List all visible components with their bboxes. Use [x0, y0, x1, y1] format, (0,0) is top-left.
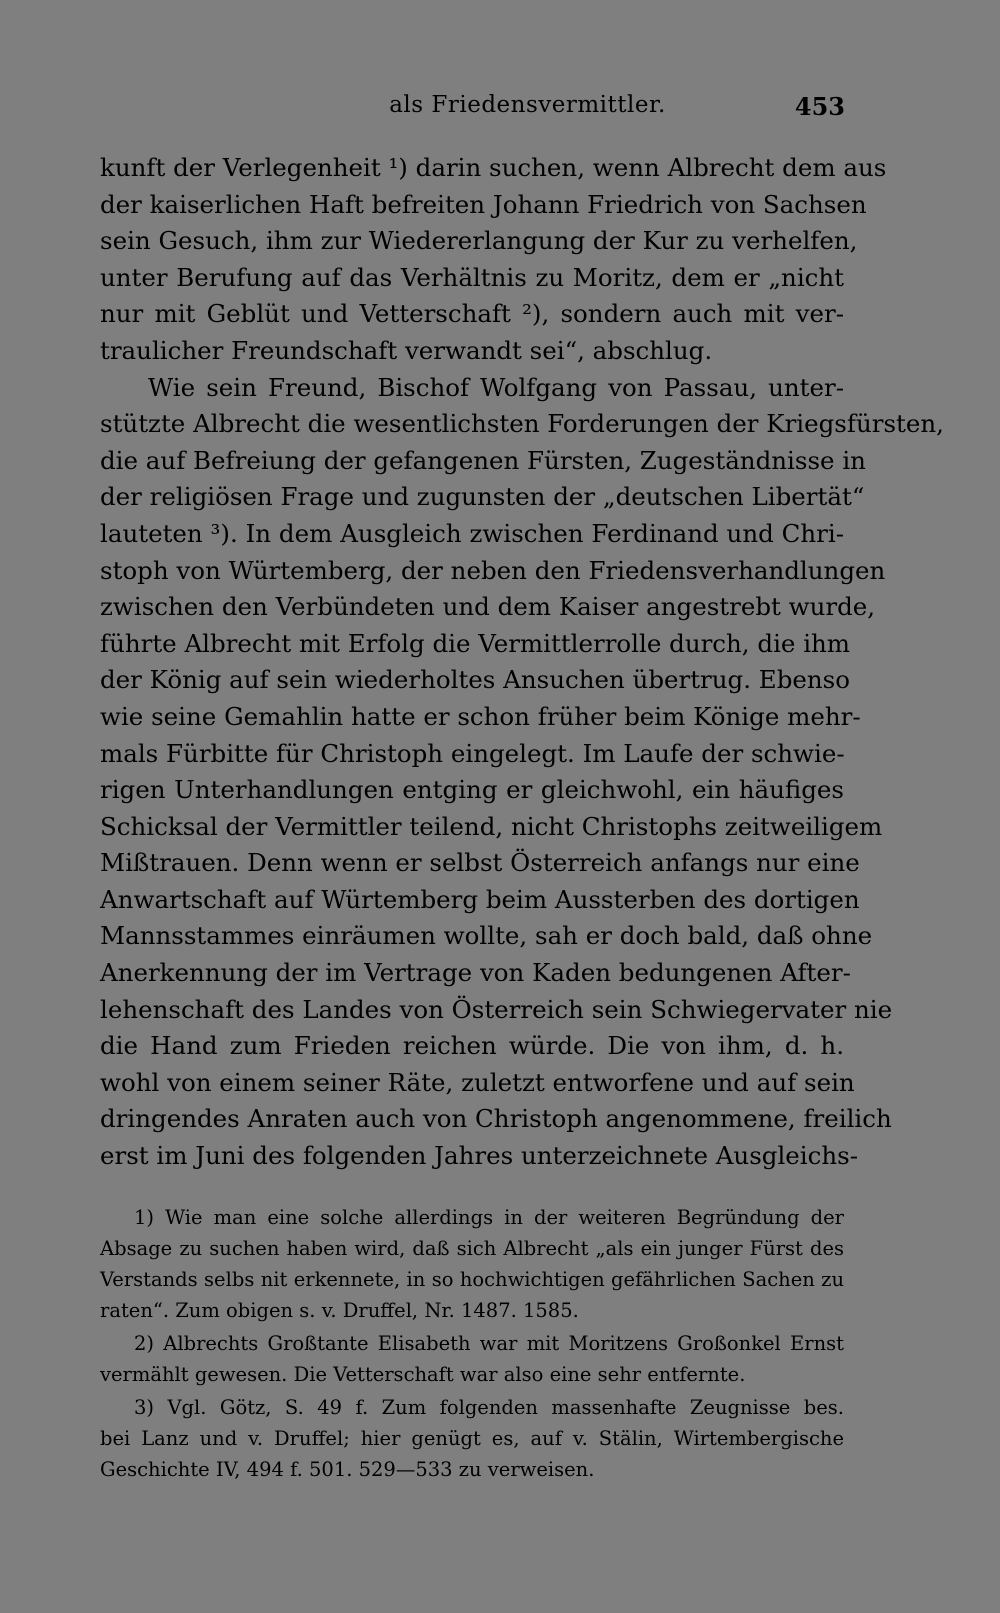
main-text	[100, 150, 944, 1175]
footnote-line: 1) Wie man eine solche allerdings in der weiteren Begründung der	[134, 1206, 844, 1229]
text-line: Anerkennung der im Vertrage von Kaden bedungenen After-	[100, 958, 851, 988]
text-line: Schicksal der Vermittler teilend, nicht Christophs zeitweiligem	[100, 811, 883, 841]
text-line: nur mit Geblüt und Vetterschaft ²), sondern auch mit ver-	[100, 299, 844, 329]
text-line: kunft der Verlegenheit ¹) darin suchen, wenn Albrecht dem aus	[100, 153, 887, 182]
footnote-line: Geschichte IV, 494 f. 501. 529—533 zu verweisen.	[100, 1458, 595, 1481]
text-line: der kaiserlichen Haft befreiten Johann Friedrich von Sachsen	[100, 189, 867, 219]
footnote-line: Verstands selbs nit erkennete, in so hochwichtigen gefährlichen Sachen zu	[100, 1268, 844, 1291]
text-line: lehenschaft des Landes von Österreich sein Schwiegervater nie	[100, 994, 893, 1024]
text-line: unter Berufung auf das Verhältnis zu Moritz, dem er „nicht	[100, 262, 844, 292]
text-line: traulicher Freundschaft verwandt sei“, abschlug.	[100, 335, 713, 365]
text-line: stützte Albrecht die wesentlichsten Forderungen der Kriegsfürsten,	[100, 409, 944, 439]
footnote-line: vermählt gewesen. Die Vetterschaft war also eine sehr entfernte.	[100, 1363, 746, 1386]
footnote-2	[100, 1328, 844, 1390]
text-line: führte Albrecht mit Erfolg die Vermittlerrolle durch, die ihm	[100, 628, 851, 658]
running-title: als Friedensvermittler.	[389, 92, 666, 118]
text-line: stoph von Würtemberg, der neben den Friedensverhandlungen	[100, 555, 886, 585]
text-line: der religiösen Frage und zugunsten der „deutschen Libertät“	[100, 482, 865, 512]
footnote-1	[100, 1202, 844, 1326]
footnote-3	[100, 1392, 844, 1485]
text-line: sein Gesuch, ihm zur Wiedererlangung der Kur zu verhelfen,	[100, 226, 858, 256]
text-line: lauteten ³). In dem Ausgleich zwischen Ferdinand und Chri-	[100, 518, 844, 548]
footnotes	[100, 1202, 844, 1487]
text-line: Mißtrauen. Denn wenn er selbst Österreich anfangs nur eine	[100, 848, 860, 878]
footnote-line: raten“. Zum obigen s. v. Druffel, Nr. 1487. 1585.	[100, 1299, 579, 1322]
text-line: erst im Juni des folgenden Jahres unterzeichnete Ausgleichs-	[100, 1141, 858, 1171]
text-line: die auf Befreiung der gefangenen Fürsten, Zugeständnisse in	[100, 445, 866, 475]
text-line: dringendes Anraten auch von Christoph angenommene, freilich	[100, 1104, 892, 1134]
text-line: mals Fürbitte für Christoph eingelegt. Im Laufe der schwie-	[100, 738, 845, 768]
footnote-line: bei Lanz und v. Druffel; hier genügt es, auf v. Stälin, Wirtembergische	[100, 1427, 844, 1450]
page-header	[100, 92, 845, 128]
text-line: der König auf sein wiederholtes Ansuchen übertrug. Ebenso	[100, 665, 850, 695]
footnote-line: Absage zu suchen haben wird, daß sich Albrecht „als ein junger Fürst des	[100, 1237, 844, 1260]
text-line: zwischen den Verbündeten und dem Kaiser angestrebt wurde,	[100, 592, 876, 622]
text-line: die Hand zum Frieden reichen würde. Die von ihm, d. h.	[100, 1031, 844, 1061]
text-line: rigen Unterhandlungen entging er gleichwohl, ein häufiges	[100, 775, 844, 805]
text-line: Wie sein Freund, Bischof Wolfgang von Passau, unter-	[148, 372, 844, 402]
text-line: Anwartschaft auf Würtemberg beim Aussterben des dortigen	[100, 884, 860, 914]
text-line: wohl von einem seiner Räte, zuletzt entworfene und auf sein	[100, 1067, 855, 1097]
page-number: 453	[794, 92, 845, 121]
paragraph-1	[100, 150, 887, 370]
text-line: wie seine Gemahlin hatte er schon früher beim Könige mehr-	[100, 701, 861, 731]
footnote-line: 3) Vgl. Götz, S. 49 f. Zum folgenden massenhafte Zeugnisse bes.	[134, 1396, 844, 1419]
text-line: Mannsstammes einräumen wollte, sah er doch bald, daß ohne	[100, 921, 873, 951]
paragraph-2	[100, 370, 944, 1175]
footnote-line: 2) Albrechts Großtante Elisabeth war mit Moritzens Großonkel Ernst	[134, 1332, 844, 1355]
